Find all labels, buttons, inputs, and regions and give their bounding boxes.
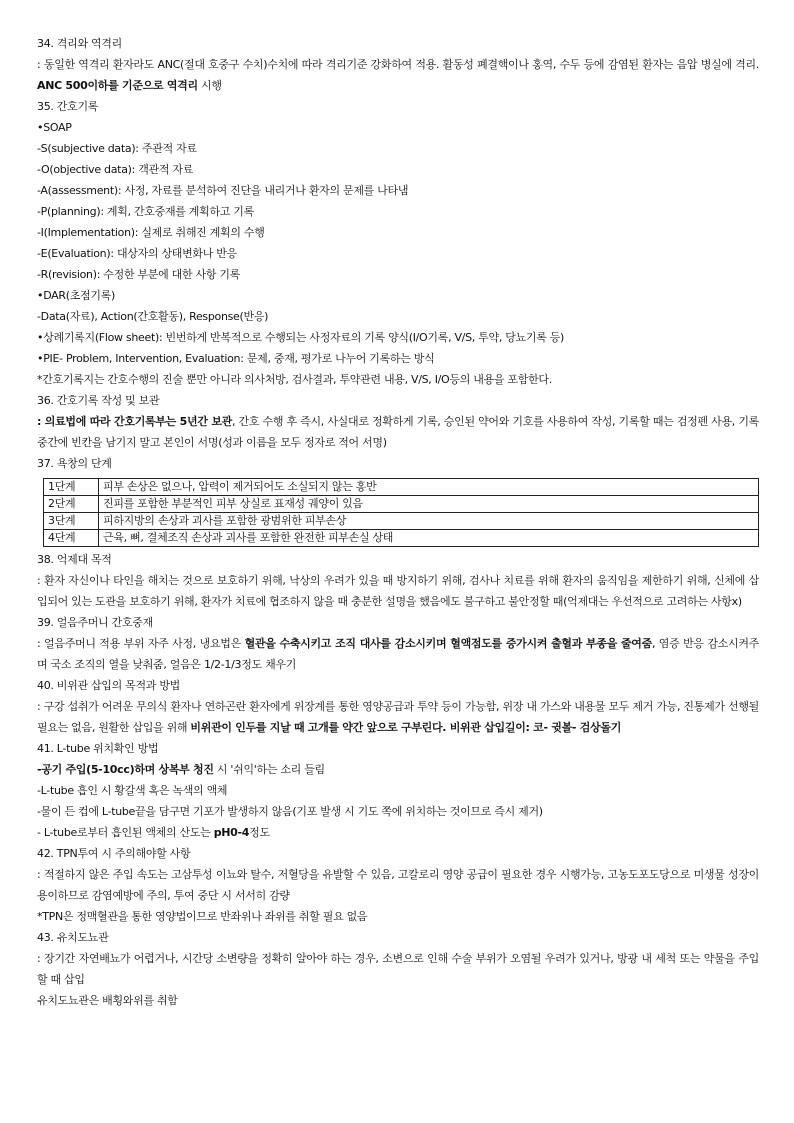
dar-items: -Data(자료), Action(간호활동), Response(반응): [37, 310, 269, 323]
section-39-body: : 얼음주머니 적용 부위 자주 사정, 냉요법은 혈관을 수축시키고 조직 대사를 감소시키며 혈액점도를 증가시켜 출혈과 부종을 줄여줌, 염증 반응 감소시켜주며 국소 조직의 열을 낮춰줌, 얼음은 1/2-1/3정도 채우기: [37, 637, 759, 671]
stage-desc-cell: 진피를 포함한 부분적인 피부 상실로 표재성 궤양이 있음: [99, 496, 759, 513]
section-42-note: *TPN은 정맥혈관을 통한 영양법이므로 반좌위나 좌위를 취할 필요 없음: [37, 910, 368, 923]
table-row: [44, 479, 759, 496]
soap-assessment: -A(assessment): 사정, 자료를 분석하여 진단을 내리거나 환자의 문제를 나타냄: [37, 184, 409, 197]
soap-revision: -R(revision): 수정한 부분에 대한 사항 기록: [37, 268, 240, 281]
ltube-check-3: -물이 든 컵에 L-tube끝을 담구면 기포가 발생하지 않음(기포 발생 시 기도 쪽에 위치하는 것이므로 즉시 제거): [37, 805, 543, 818]
section-43-body: : 장기간 자연배뇨가 어렵거나, 시간당 소변량을 정확히 알아야 하는 경우, 소변으로 인해 수술 부위가 오염될 우려가 있거나, 방광 내 세척 또는 약물을 주입할 때 삽입: [37, 952, 759, 986]
stage-desc-cell: 피부 손상은 없으나, 압력이 제거되어도 소실되지 않는 홍반: [99, 479, 759, 496]
document-page: [37, 33, 759, 1011]
section-38-title: 38. 억제대 목적: [37, 553, 112, 566]
section-36-body: : 의료법에 따라 간호기록부는 5년간 보관, 간호 수행 후 즉시, 사실대로 정확하게 기록, 승인된 약어와 기호를 사용하여 작성, 기록할 때는 검정펜 사용, 기록 중간에 빈칸을 남기지 말고 본인이 서명(성과 이름을 모두 정자로 적어 서명): [37, 415, 759, 449]
stage-cell: 2단계: [44, 496, 99, 513]
section-34-body: : 동일한 역격리 환자라도 ANC(절대 호중구 수치)수치에 따라 격리기준 강화하여 적용. 활동성 폐결핵이나 홍역, 수두 등에 감염된 환자는 음압 병실에 격리. ANC 500이하를 기준으로 역격리 시행: [37, 58, 759, 92]
stage-desc-cell: 근육, 뼈, 결체조직 손상과 괴사를 포함한 완전한 피부손실 상태: [99, 530, 759, 547]
table-row: [44, 530, 759, 547]
section-34-title: 34. 격리와 역격리: [37, 37, 122, 50]
section-34-emphasis: ANC 500이하를 기준으로 역격리: [37, 79, 198, 92]
section-35-title: 35. 간호기록: [37, 100, 99, 113]
section-39-title: 39. 얼음주머니 간호중재: [37, 616, 153, 629]
section-40-title: 40. 비위관 삽입의 목적과 방법: [37, 679, 180, 692]
soap-heading: •SOAP: [37, 121, 72, 134]
section-43-title: 43. 유치도뇨관: [37, 931, 109, 944]
section-41-title: 41. L-tube 위치확인 방법: [37, 742, 159, 755]
flow-sheet-item: •상례기록지(Flow sheet): 빈번하게 반복적으로 수행되는 사정자료의 기록 양식(I/O기록, V/S, 투약, 당뇨기록 등): [37, 331, 565, 344]
soap-implementation: -I(Implementation): 실제로 취해진 계획의 수행: [37, 226, 265, 239]
stage-cell: 3단계: [44, 513, 99, 530]
ltube-check-1: -공기 주입(5-10cc)하며 상복부 청진 시 '쉬익'하는 소리 들림: [37, 763, 325, 776]
ltube-check-2: -L-tube 흡인 시 황갈색 혹은 녹색의 액체: [37, 784, 228, 797]
soap-objective: -O(objective data): 객관적 자료: [37, 163, 194, 176]
nursing-record-note: *간호기록지는 간호수행의 진술 뿐만 아니라 의사처방, 검사결과, 투약관련 내용, V/S, I/O등의 내용을 포함한다.: [37, 373, 552, 386]
stage-cell: 4단계: [44, 530, 99, 547]
section-38-body: : 환자 자신이나 타인을 해치는 것으로 보호하기 위해, 낙상의 우려가 있을 때 방지하기 위해, 검사나 치료를 위해 환자의 움직임을 제한하기 위해, 신체에 삽입되어 있는 도관을 보호하기 위해, 환자가 치료에 협조하지 않을 때 충분한 설명을 했음에도 불구하고 불안정할 때(억제대는 우선적으로 고려하는 사항x): [37, 574, 759, 608]
dar-heading: •DAR(초점기록): [37, 289, 116, 302]
section-42-title: 42. TPN투여 시 주의해야할 사항: [37, 847, 191, 860]
pie-item: •PIE- Problem, Intervention, Evaluation: 문제, 중재, 평가로 나누어 기록하는 방식: [37, 352, 435, 365]
section-43-note: 유치도뇨관은 배횡와위를 취함: [37, 994, 178, 1007]
stage-desc-cell: 피하지방의 손상과 괴사를 포함한 광범위한 피부손상: [99, 513, 759, 530]
table-row: [44, 513, 759, 530]
section-36-title: 36. 간호기록 작성 및 보관: [37, 394, 160, 407]
section-40-emphasis: 비위관이 인두를 지날 때 고개를 약간 앞으로 구부린다. 비위관 삽입길이: 코- 귓볼- 검상돌기: [190, 721, 622, 734]
section-42-body: : 적절하지 않은 주입 속도는 고삼투성 이뇨와 탈수, 저혈당을 유발할 수 있음, 고칼로리 영양 공급이 필요한 경우 시행가능, 고농도포도당으로 미생물 성장이 용이하므로 감염예방에 주의, 투여 중단 시 서서히 감량: [37, 868, 759, 902]
pressure-ulcer-stage-table: [43, 478, 759, 547]
section-36-emphasis: : 의료법에 따라 간호기록부는 5년간 보관: [37, 415, 232, 428]
section-39-emphasis: 혈관을 수축시키고 조직 대사를 감소시키며 혈액점도를 증가시켜 출혈과 부종을 줄여줌: [244, 637, 652, 650]
table-row: [44, 496, 759, 513]
section-40-body: : 구강 섭취가 어려운 무의식 환자나 연하곤란 환자에게 위장계를 통한 영양공급과 투약 등이 가능함, 위장 내 가스와 내용물 모두 제거 가능, 진통제가 선행될 필요는 없음, 원활한 삽입을 위해 비위관이 인두를 지날 때 고개를 약간 앞으로 구부린다. 비위관 삽입길이: 코- 귓볼- 검상돌기: [37, 700, 759, 734]
ltube-check-4: - L-tube로부터 흡인된 액체의 산도는 pH0-4정도: [37, 826, 270, 839]
soap-evaluation: -E(Evaluation): 대상자의 상태변화나 반응: [37, 247, 237, 260]
soap-subjective: -S(subjective data): 주관적 자료: [37, 142, 197, 155]
soap-planning: -P(planning): 계획, 간호중재를 계획하고 기록: [37, 205, 254, 218]
stage-cell: 1단계: [44, 479, 99, 496]
section-37-title: 37. 욕창의 단계: [37, 457, 112, 470]
